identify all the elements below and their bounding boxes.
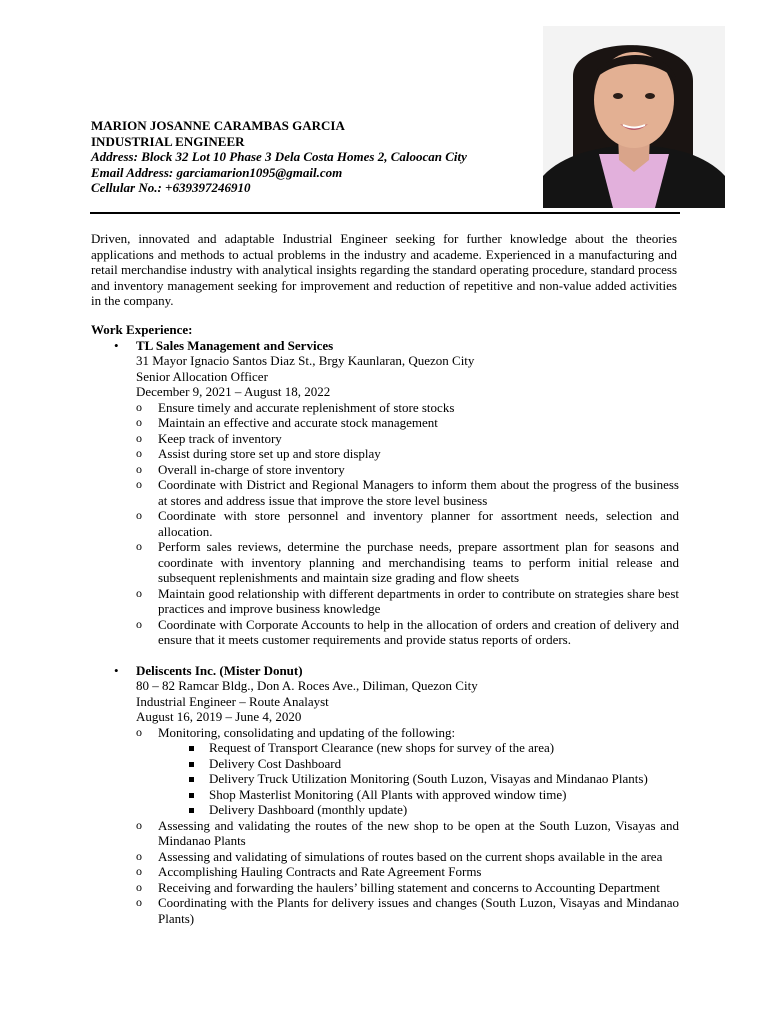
job-list [91, 338, 679, 927]
monitoring-list [158, 740, 679, 818]
duty-item: o Ensure timely and accurate replenishment of store stocks [136, 400, 679, 416]
work-experience-heading: Work Experience: [91, 322, 193, 337]
cellular-line: Cellular No.: +639397246910 [91, 180, 251, 195]
duty-item [136, 725, 679, 818]
professional-summary: Driven, innovated and adaptable Industrial Engineer seeking for further knowledge about the theories applications and methods to actual problems in the industry and academe. Experienced in a manufacturing and retail merchandise industry with analytical insights regarding the standard operating procedure, standard process and inventory management seeking for improvement and reduction of repetitive and non-value added activities in the company. [91, 231, 677, 308]
duty-item: o Accomplishing Hauling Contracts and Rate Agreement Forms [136, 864, 679, 880]
profile-photo [543, 26, 725, 208]
duty-list [136, 400, 679, 648]
portrait-image [543, 26, 725, 208]
duty-item: o Perform sales reviews, determine the purchase needs, prepare assortment plan for seasons and coordinate with inventory planning and merchandising teams to perform initial release and subsequent replenishments and maintain size grading and flow sheets [136, 539, 679, 586]
monitoring-item: Request of Transport Clearance (new shops for survey of the area) [158, 740, 679, 756]
duty-item: o Overall in-charge of store inventory [136, 462, 679, 478]
company-address: 31 Mayor Ignacio Santos Diaz St., Brgy Kaunlaran, Quezon City [136, 353, 475, 368]
resume-header [91, 118, 541, 196]
job-entry [91, 338, 679, 648]
duty-item: o Coordinate with store personnel and inventory planner for assortment needs, selection and allocation. [136, 508, 679, 539]
monitoring-item: Shop Masterlist Monitoring (All Plants with approved window time) [158, 787, 679, 803]
applicant-name: MARION JOSANNE CARAMBAS GARCIA [91, 118, 345, 133]
duty-item: o Keep track of inventory [136, 431, 679, 447]
job-entry [91, 663, 679, 927]
email-line: Email Address: garciamarion1095@gmail.com [91, 164, 343, 180]
work-experience-section [91, 322, 679, 926]
duty-item: o Coordinate with District and Regional Managers to inform them about the progress of the business at stores and address issue that improve the store level business [136, 477, 679, 508]
duty-item: o Coordinating with the Plants for delivery issues and changes (South Luzon, Visayas and Mindanao Plants) [136, 895, 679, 926]
duty-item: o Maintain an effective and accurate stock management [136, 415, 679, 431]
applicant-title: INDUSTRIAL ENGINEER [91, 133, 245, 149]
duty-item: o Assist during store set up and store display [136, 446, 679, 462]
address-line: Address: Block 32 Lot 10 Phase 3 Dela Costa Homes 2, Caloocan City [91, 149, 467, 164]
duty-list [136, 725, 679, 927]
company-name: • TL Sales Management and Services [136, 337, 334, 353]
duty-item: o Coordinate with Corporate Accounts to help in the allocation of orders and creation of delivery and ensure that it meets customer requirements and provide status reports of orders. [136, 617, 679, 648]
monitoring-item: Delivery Cost Dashboard [158, 756, 679, 772]
duty-item: o Receiving and forwarding the haulers’ billing statement and concerns to Accounting Department [136, 880, 679, 896]
monitoring-item: Delivery Truck Utilization Monitoring (South Luzon, Visayas and Mindanao Plants) [158, 771, 679, 787]
duty-item: o Maintain good relationship with different departments in order to contribute on strategies share best practices and improve business knowledge [136, 586, 679, 617]
job-dates: December 9, 2021 – August 18, 2022 [136, 384, 331, 399]
job-position: Industrial Engineer – Route Analayst [136, 693, 329, 709]
header-divider [90, 212, 680, 214]
job-dates: August 16, 2019 – June 4, 2020 [136, 709, 302, 724]
duty-text: Monitoring, consolidating and updating of the following: [158, 724, 456, 740]
duty-item: o Assessing and validating of simulations of routes based on the current shops available in the area [136, 849, 679, 865]
company-name: • Deliscents Inc. (Mister Donut) [136, 662, 303, 678]
monitoring-item: Delivery Dashboard (monthly update) [158, 802, 679, 818]
duty-item: o Assessing and validating the routes of the new shop to be open at the South Luzon, Visayas and Mindanao Plants [136, 818, 679, 849]
job-position: Senior Allocation Officer [136, 368, 268, 384]
company-address: 80 – 82 Ramcar Bldg., Don A. Roces Ave., Diliman, Quezon City [136, 678, 478, 693]
